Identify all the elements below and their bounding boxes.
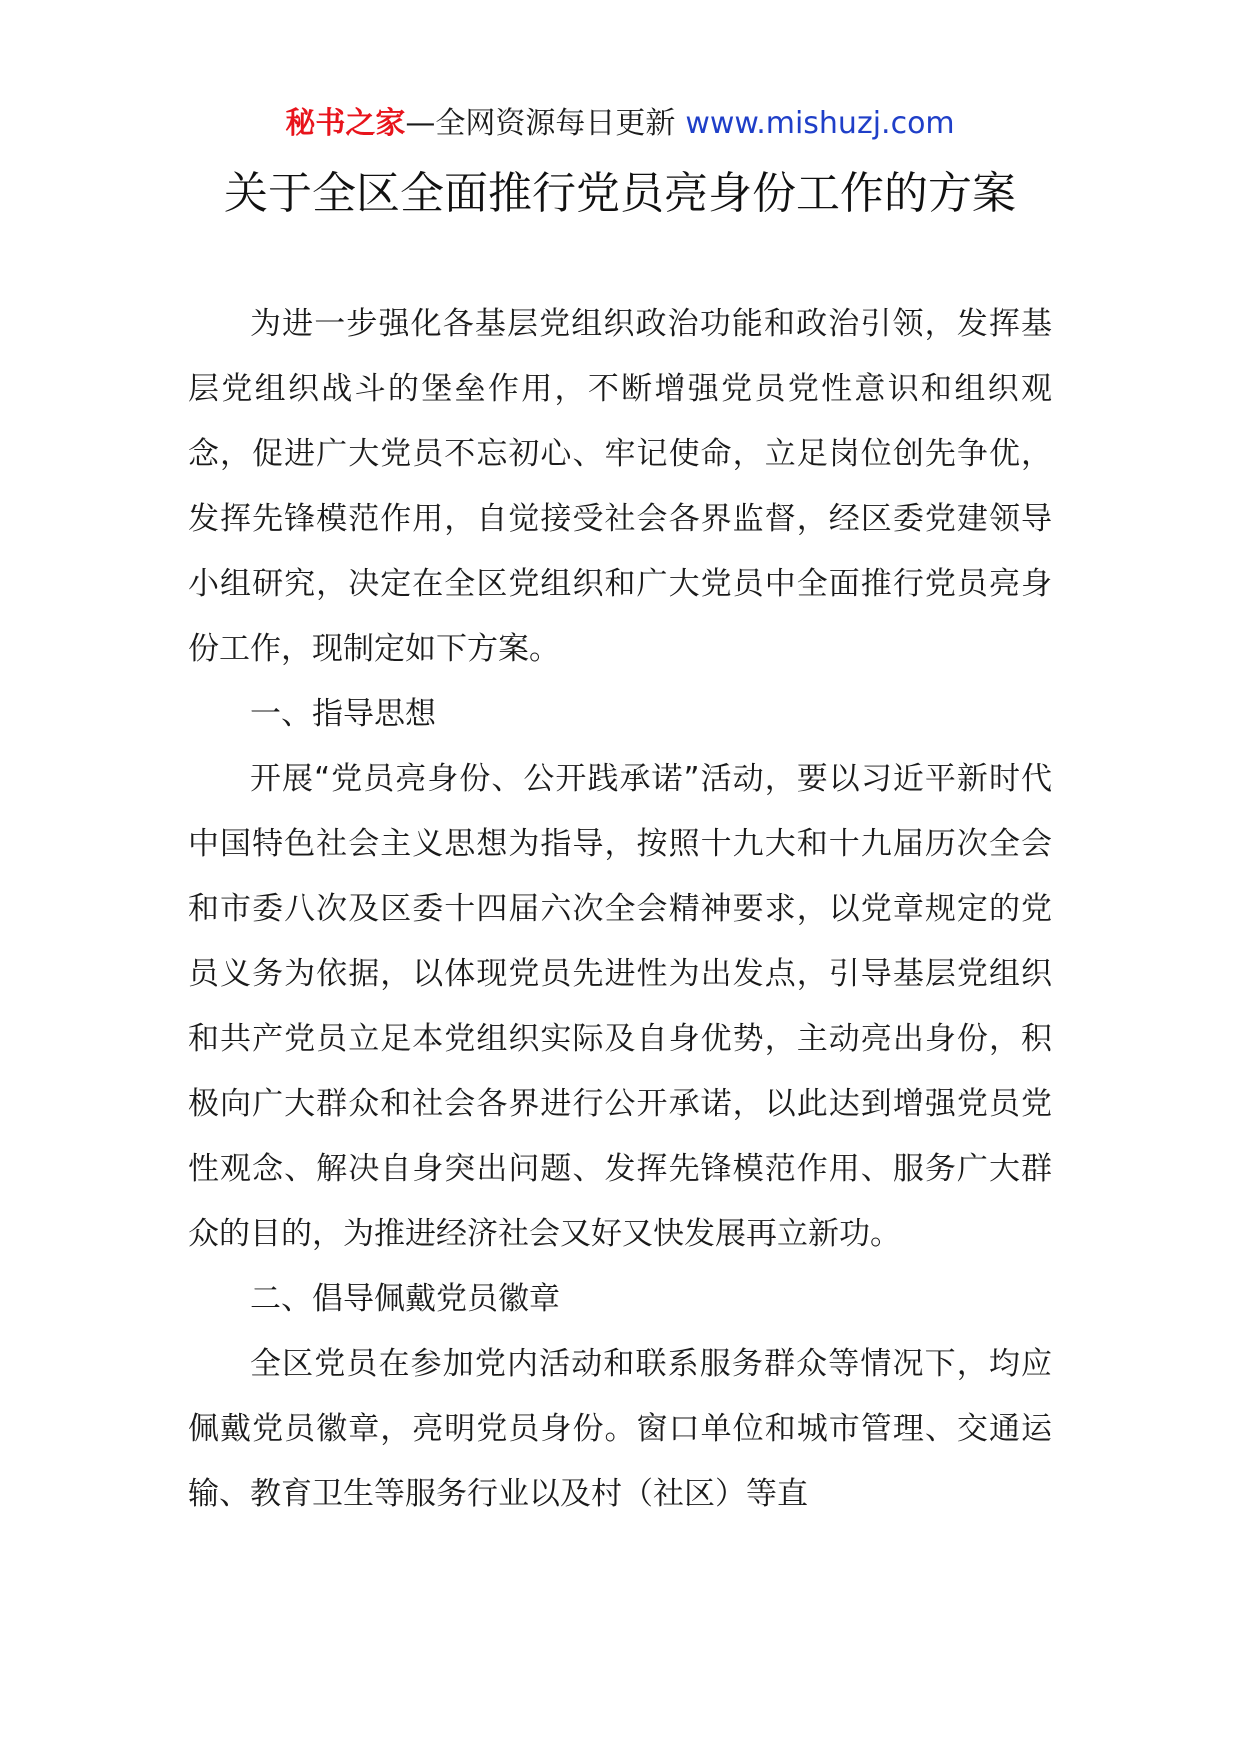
intro-paragraph: 为进一步强化各基层党组织政治功能和政治引领，发挥基层党组织战斗的堡垒作用，不断增强党员党性意识和组织观念，促进广大党员不忘初心、牢记使命，立足岗位创先争优，发挥先锋模范作用，自觉接受社会各界监督，经区委党建领导小组研究，决定在全区党组织和广大党员中全面推行党员亮身份工作，现制定如下方案。 <box>188 306 1052 667</box>
section-heading-guiding-ideology: 一、指导思想 <box>250 696 436 732</box>
brand-name: 秘书之家 <box>285 106 406 141</box>
site-url-link[interactable]: www.mishuzj.com <box>685 106 955 141</box>
header-slogan: —全网资源每日更新 <box>405 106 676 141</box>
document-body <box>188 292 1052 1527</box>
section-heading-party-badge: 二、倡导佩戴党员徽章 <box>250 1281 560 1317</box>
watermark-header <box>0 104 1240 144</box>
document-title: 关于全区全面推行党员亮身份工作的方案 <box>224 168 1016 219</box>
section-paragraph-party-badge: 全区党员在参加党内活动和联系服务群众等情况下，均应佩戴党员徽章，亮明党员身份。窗口单位和城市管理、交通运输、教育卫生等服务行业以及村（社区）等直 <box>188 1346 1052 1512</box>
section-paragraph-guiding-ideology: 开展“党员亮身份、公开践承诺”活动，要以习近平新时代中国特色社会主义思想为指导，按照十九大和十九届历次全会和市委八次及区委十四届六次全会精神要求，以党章规定的党员义务为依据，以体现党员先进性为出发点，引导基层党组织和共产党员立足本党组织实际及自身优势，主动亮出身份，积极向广大群众和社会各界进行公开承诺，以此达到增强党员党性观念、解决自身突出问题、发挥先锋模范作用、服务广大群众的目的，为推进经济社会又好又快发展再立新功。 <box>188 761 1052 1252</box>
